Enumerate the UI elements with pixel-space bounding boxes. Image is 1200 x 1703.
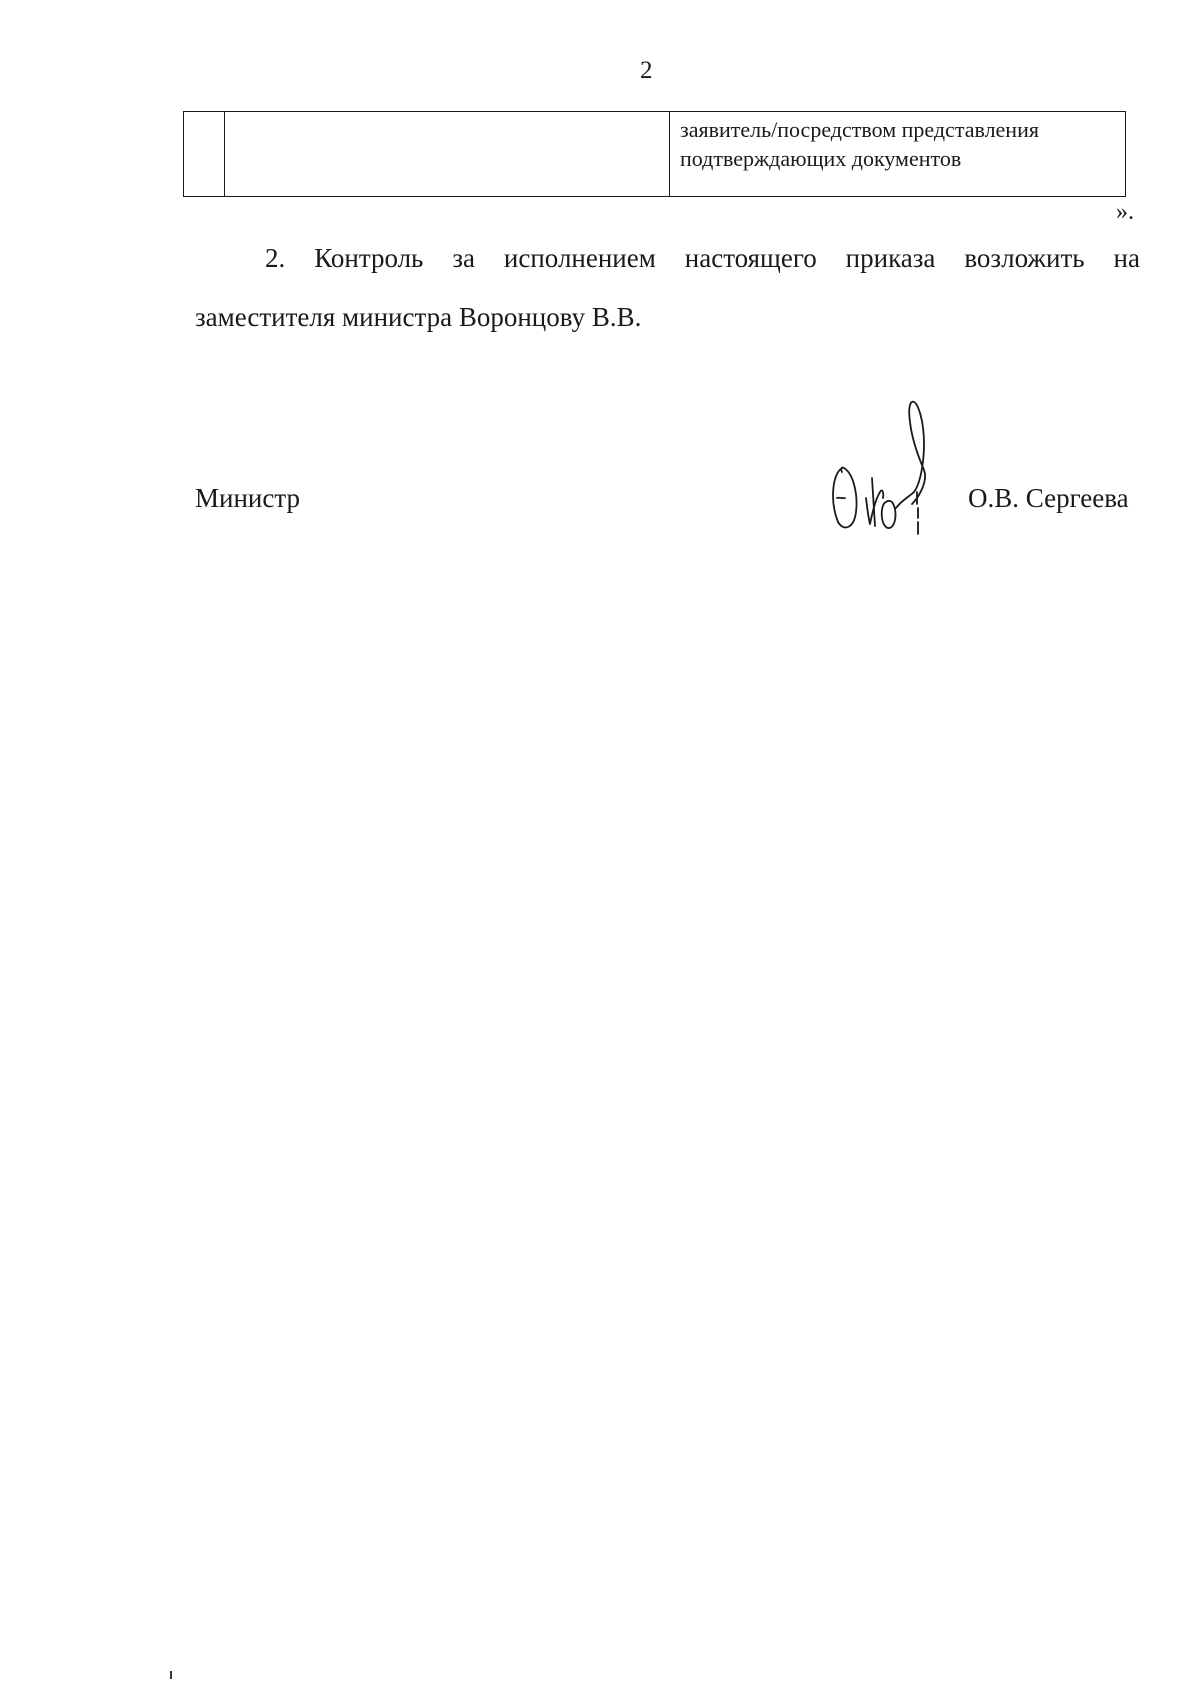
handwritten-signature (828, 400, 950, 550)
signatory-position: Министр (195, 483, 300, 513)
table-cell-text: заявитель/посредством представления подтверждающих документов (680, 117, 1039, 171)
table-cell (225, 112, 670, 197)
closing-quote: ». (1116, 199, 1134, 225)
continued-table (183, 111, 1126, 197)
table-cell-text (184, 112, 224, 115)
control-paragraph (195, 237, 1140, 338)
table-row (184, 112, 1126, 197)
paragraph-line: 2. Контроль за исполнением настоящего приказа возложить на (265, 243, 1140, 273)
page-number: 2 (640, 57, 653, 84)
table-cell (184, 112, 225, 197)
scan-mark (170, 1671, 172, 1679)
paragraph-line: заместителя министра Воронцову В.В. (195, 302, 642, 332)
table-cell (670, 112, 1126, 197)
table-cell-text (225, 112, 669, 115)
signatory-name: О.В. Сергеева (968, 483, 1129, 513)
